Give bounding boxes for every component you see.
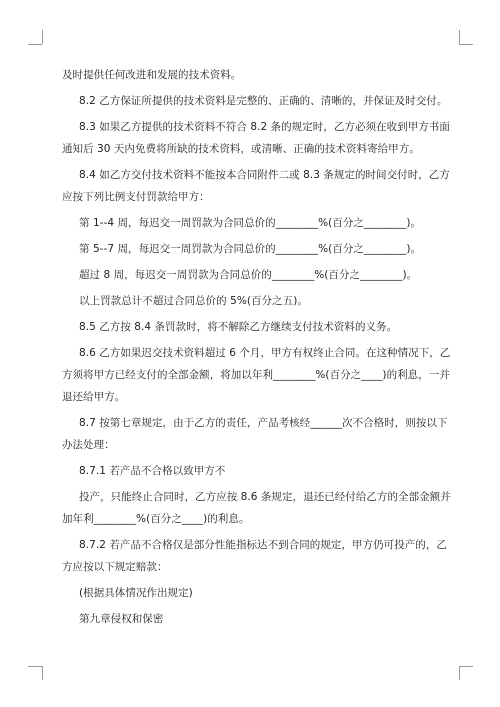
text-line: 及时提供任何改进和发展的技术资料。 — [62, 69, 242, 81]
text-line: 第 5--7 周，每迟交一周罚款为合同总价的________%(百分之________)。 — [79, 243, 422, 255]
text-line: 8.4 如乙方交付技术资料不能按本合同附件二或 8.3 条规定的时间交付时，乙方 — [79, 169, 450, 181]
text-line: 退还给甲方。 — [62, 391, 126, 403]
paragraph-8-7-2 — [62, 534, 447, 578]
text-line: 第 1--4 周，每迟交一周罚款为合同总价的________%(百分之________)。 — [79, 217, 422, 229]
paragraph-8-7 — [62, 412, 448, 456]
text-line: 方须将甲方已经支付的全部金额，将加以年利________%(百分之____)的利息，一并 — [62, 369, 450, 381]
document-body — [62, 64, 451, 634]
text-line: 8.7 按第七章规定，由于乙方的责任，产品考核经______次不合格时，则按以下 — [79, 417, 448, 429]
paragraph — [62, 64, 440, 86]
penalty-cap — [62, 290, 440, 312]
text-line: 投产，只能终止合同时，乙方应按 8.6 条规定，退还已经付给乙方的全部金额并 — [79, 491, 451, 503]
text-line: 加年利________%(百分之____)的利息。 — [62, 513, 250, 525]
paragraph-8-5 — [62, 316, 440, 338]
note-specific-provisions — [62, 582, 440, 604]
text-line: 办法处理： — [62, 439, 115, 451]
text-line: 应按下列比例支付罚款给甲方： — [62, 191, 210, 203]
penalty-over-8-weeks — [62, 264, 440, 286]
text-line: (根据具体情况作出规定) — [79, 587, 193, 599]
text-line: 第九章侵权和保密 — [79, 613, 164, 625]
text-line: 以上罚款总计不超过合同总价的 5%(百分之五)。 — [79, 295, 308, 307]
paragraph-8-3 — [62, 116, 450, 160]
text-line: 8.6 乙方如果迟交技术资料超过 6 个月，甲方有权终止合同。在这种情况下，乙 — [79, 347, 451, 359]
paragraph-8-7-1 — [62, 460, 440, 482]
paragraph-8-6 — [62, 342, 451, 408]
text-line: 8.2 乙方保证所提供的技术资料是完整的、正确的、清晰的，并保证及时交付。 — [79, 95, 448, 107]
text-line: 8.3 如果乙方提供的技术资料不符合 8.2 条的规定时，乙方必须在收到甲方书面 — [79, 121, 450, 133]
text-line: 超过 8 周，每迟交一周罚款为合同总价的________%(百分之________)。 — [79, 269, 418, 281]
penalty-weeks-5-7 — [62, 238, 440, 260]
text-line: 8.7.2 若产品不合格仅是部分性能指标达不到合同的规定，甲方仍可投产的，乙 — [79, 539, 447, 551]
paragraph-8-2 — [62, 90, 448, 112]
paragraph-8-7-1-continued — [62, 486, 451, 530]
chapter-heading-9 — [62, 608, 440, 630]
text-line: 8.5 乙方按 8.4 条罚款时，将不解除乙方继续支付技术资料的义务。 — [79, 321, 398, 333]
paragraph-8-4 — [62, 164, 450, 208]
penalty-weeks-1-4 — [62, 212, 440, 234]
text-line: 方应按以下规定赔款： — [62, 561, 168, 573]
text-line: 8.7.1 若产品不合格以致甲方不 — [79, 465, 226, 477]
text-line: 通知后 30 天内免费将所缺的技术资料，或清晰、正确的技术资料寄给甲方。 — [62, 143, 420, 155]
